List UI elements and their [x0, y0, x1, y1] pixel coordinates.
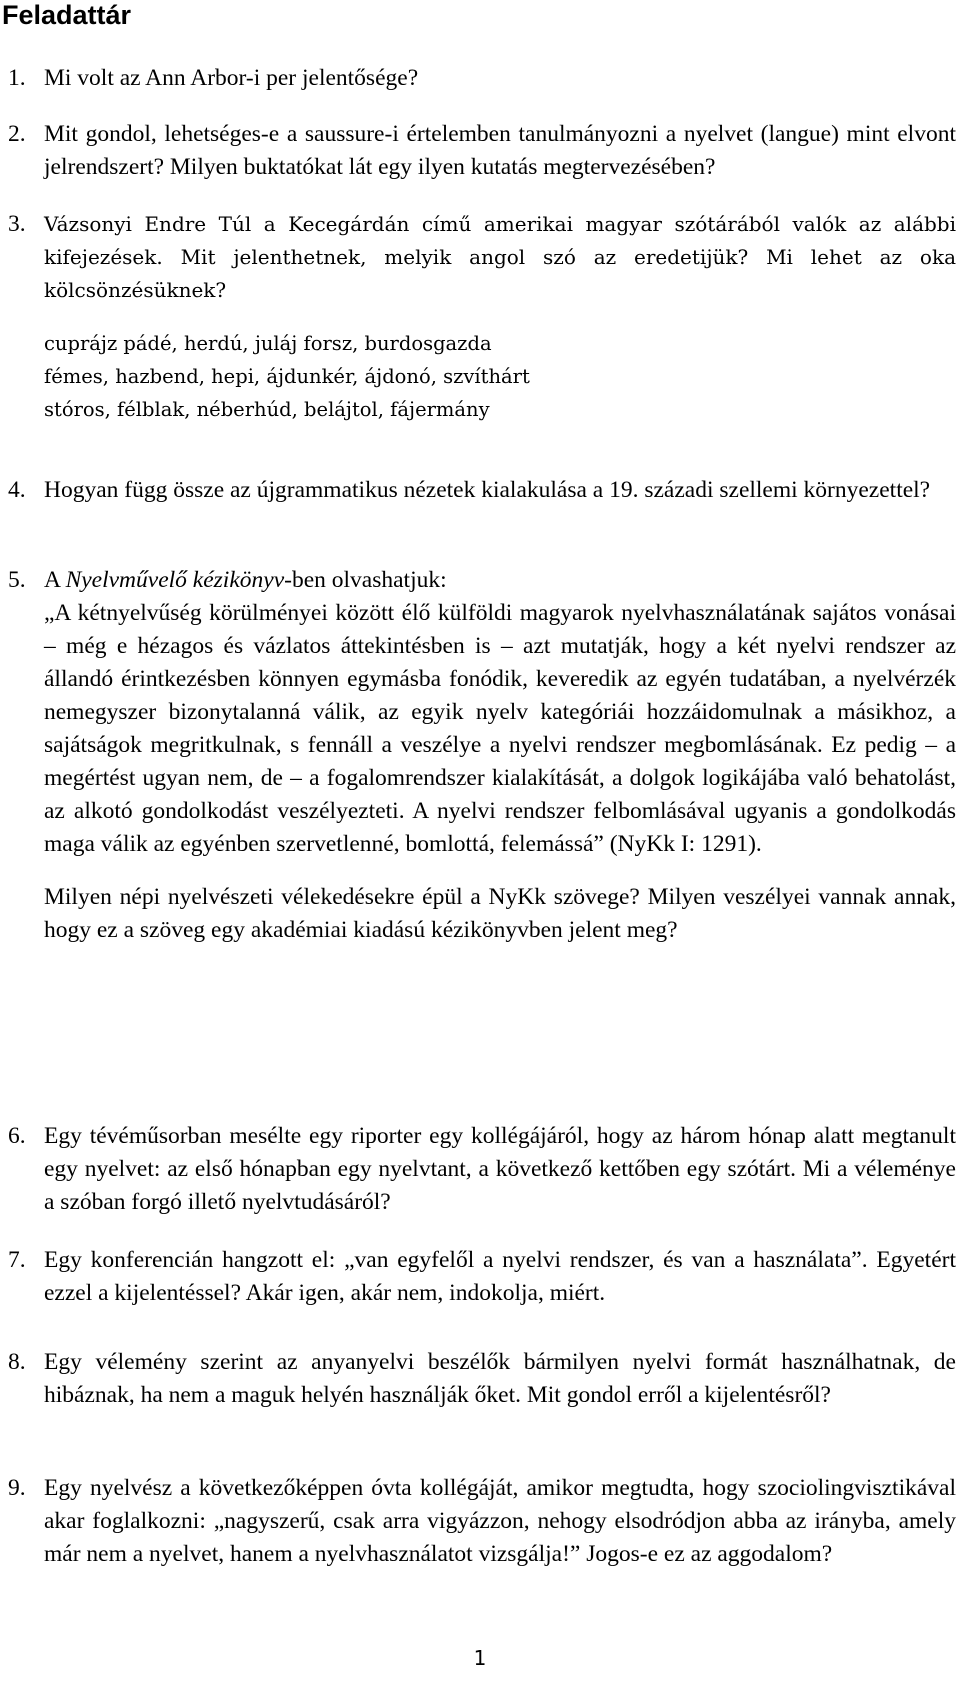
question-number: 8. [8, 1349, 26, 1375]
question-item-4 [8, 474, 956, 507]
question-text: Mit gondol, lehetséges-e a saussure-i értelemben tanulmányozni a nyelvet (langue) mint elvont jelrendszert? Milyen buktatókat lát egy ilyen kutatás megtervezésében? [44, 121, 956, 180]
question-text-prefix: A [44, 567, 66, 593]
question-text: Vázsonyi Endre Túl a Kecegárdán című amerikai magyar szótárából valók az alábbi kifejezések. Mit jelenthetnek, melyik angol szó az eredetijük? Mi lehet az oka kölcsönzésüknek? [44, 212, 956, 302]
question-text: Egy konferencián hangzott el: „van egyfelől a nyelvi rendszer, és van a használata”. Egyetért ezzel a kijelentéssel? Akár igen, akár nem, indokolja, miért. [44, 1247, 956, 1306]
question-text: Egy tévéműsorban mesélte egy riporter egy kollégájáról, hogy az három hónap alatt megtanult egy nyelvet: az első hónapban egy nyelvtant, a következő kettőben egy szótárt. Mi a véleménye a szóban forgó illető nyelvtudásáról? [44, 1123, 956, 1215]
question-text: Hogyan függ össze az újgrammatikus nézetek kialakulása a 19. századi szellemi környezettel? [44, 477, 931, 503]
question-text: Egy vélemény szerint az anyanyelvi beszélők bármilyen nyelvi formát használhatnak, de hibáznak, ha nem a maguk helyén használják őket. Mit gondol erről a kijelentésről? [44, 1349, 956, 1408]
page-title: Feladattár [2, 0, 132, 30]
question-item-6 [8, 1120, 956, 1219]
question-item-3 [8, 208, 956, 426]
question-number: 7. [8, 1247, 26, 1273]
question-number: 9. [8, 1475, 26, 1501]
question-text: Mi volt az Ann Arbor-i per jelentősége? [44, 65, 419, 91]
page-number: 1 [473, 1646, 487, 1670]
question-number: 3. [8, 211, 26, 237]
question-item-8 [8, 1346, 956, 1412]
question-text-suffix: -ben olvashatjuk: [284, 567, 447, 593]
question-item-7 [8, 1244, 956, 1310]
question-number: 6. [8, 1123, 26, 1149]
question-number: 5. [8, 567, 26, 593]
book-title: Nyelvművelő kézikönyv [65, 567, 285, 593]
word-list [44, 327, 956, 426]
question-number: 2. [8, 121, 26, 147]
question-item-9 [8, 1472, 956, 1571]
question-item-5 [8, 564, 956, 947]
question-number: 4. [8, 477, 26, 503]
word-list-line: stóros, félblak, néberhúd, belájtol, fájermány [44, 398, 490, 421]
question-followup: Milyen népi nyelvészeti vélekedésekre épül a NyKk szövege? Milyen veszélyei vannak annak, hogy ez a szöveg egy akadémiai kiadású kézikönyvben jelent meg? [44, 884, 956, 943]
question-item-1 [8, 62, 956, 95]
question-number: 1. [8, 65, 26, 91]
question-item-2 [8, 118, 956, 184]
question-text: Egy nyelvész a következőképpen óvta kollégáját, amikor megtudta, hogy szociolingvisztikával akar foglalkozni: „nagyszerű, csak arra vigyázzon, nehogy elsodródjon abba az irányba, amely már nem a nyelvet, hanem a nyelvhasználatot vizsgálja!” Jogos-e ez az aggodalom? [44, 1475, 956, 1567]
quoted-passage: „A kétnyelvűség körülményei között élő külföldi magyarok nyelvhasználatának sajátos vonásai – még e hézagos és vázlatos áttekintésben is – azt mutatják, hogy a két nyelvi rendszer az állandó érintkezésben könnyen egymásba fonódik, keveredik az egyén tudatában, a nyelvérzék nemegyszer bizonytalanná válik, az egyik nyelv kategóriái hozzáidomulnak a másikhoz, a sajátságok megritkulnak, s fennáll a veszélye a nyelvi rendszer megbomlásának. Ez pedig – a megértést ugyan nem, de – a fogalomrendszer kialakítását, a dolgok logikájába való behatolást, az alkotó gondolkodást veszélyezteti. A nyelvi rendszer felbomlásával ugyanis a gondolkodás maga válik az egyénben szervetlenné, bomlottá, felemássá” (NyKk I: 1291). [44, 600, 956, 857]
word-list-line: cuprájz pádé, herdú, juláj forsz, burdosgazda [44, 332, 492, 355]
question-text [44, 564, 956, 597]
word-list-line: fémes, hazbend, hepi, ájdunkér, ájdonó, szvíthárt [44, 365, 530, 388]
